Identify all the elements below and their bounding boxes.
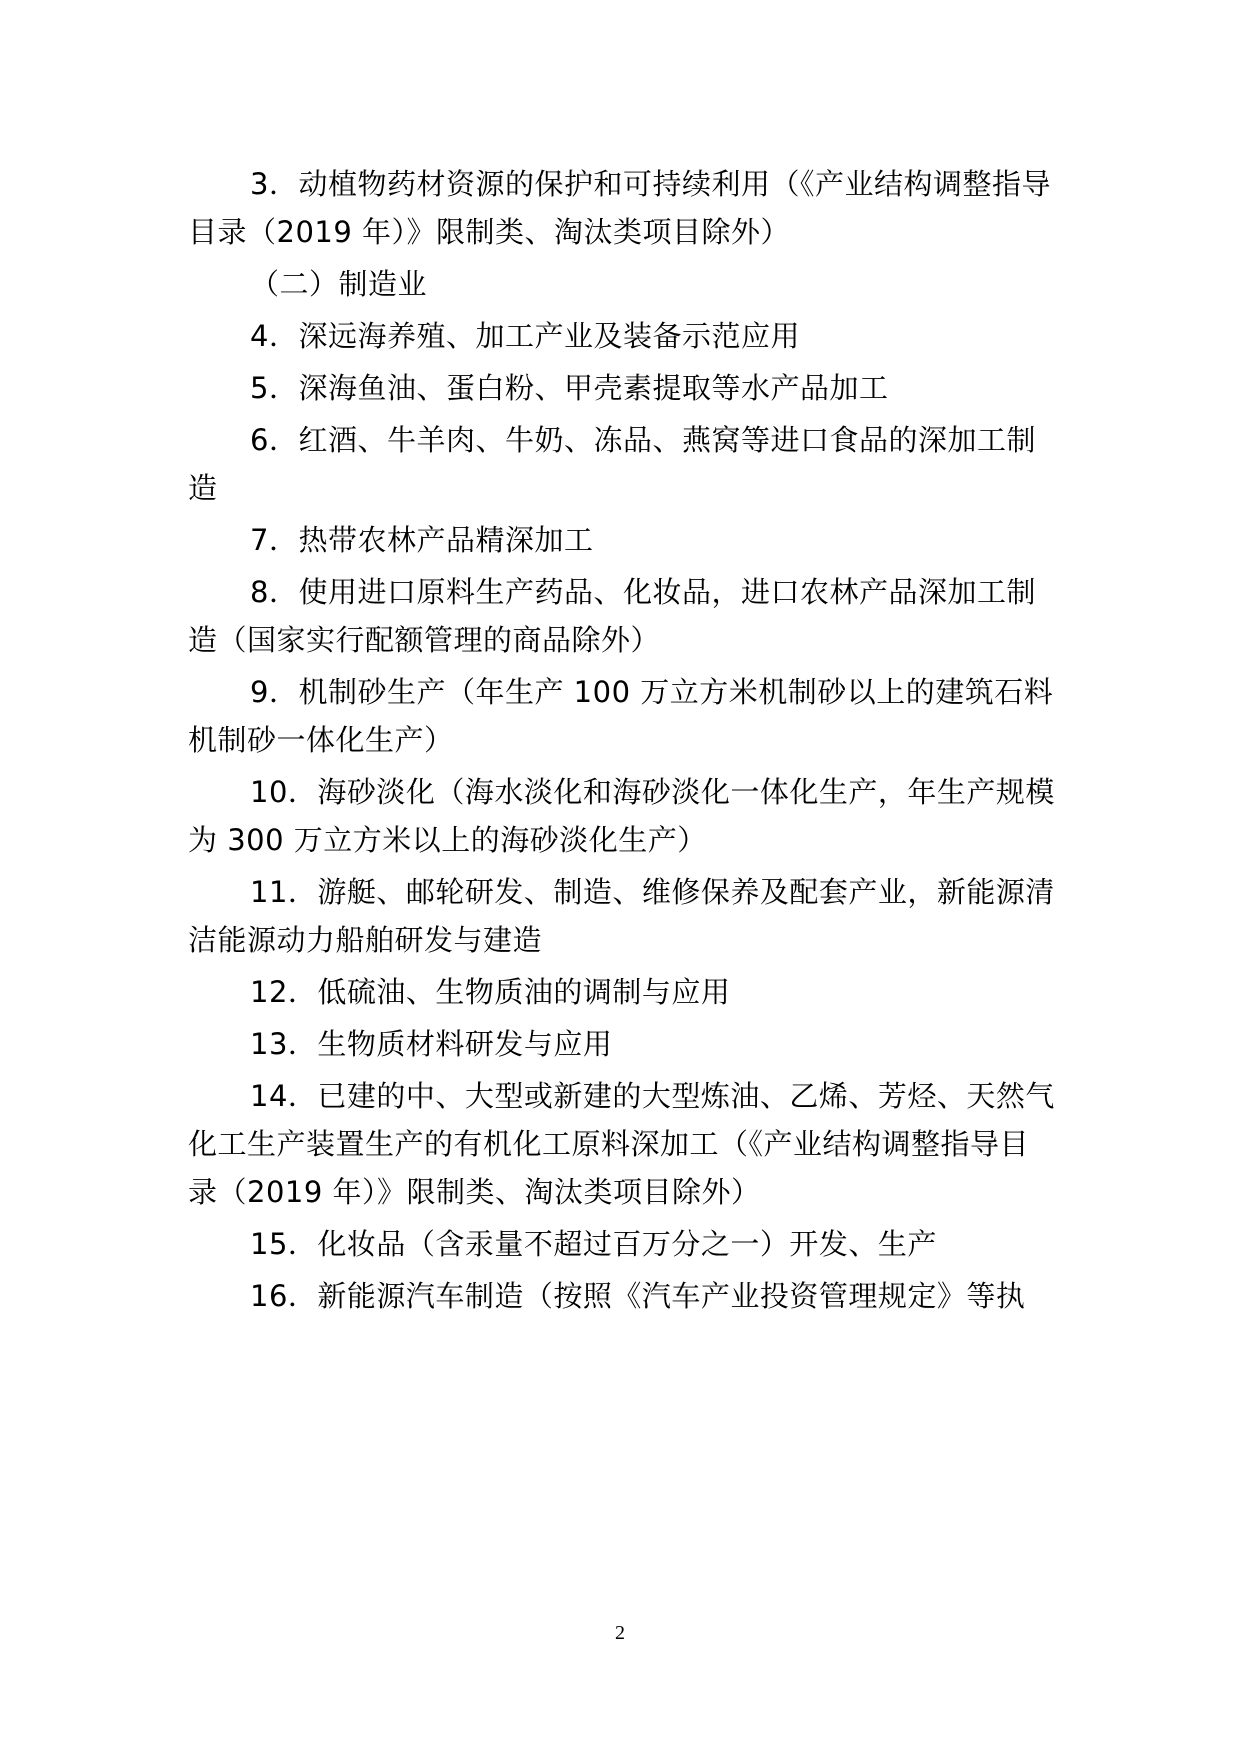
- paragraph-item-13: 13．生物质材料研发与应用: [250, 1027, 613, 1061]
- paragraph-item-7: 7．热带农林产品精深加工: [250, 523, 594, 557]
- paragraph-item-4: 4．深远海养殖、加工产业及装备示范应用: [250, 319, 800, 353]
- paragraph-item-15: 15．化妆品（含汞量不超过百万分之一）开发、生产: [250, 1227, 937, 1261]
- paragraph-item-12: 12．低硫油、生物质油的调制与应用: [250, 975, 731, 1009]
- paragraph-item-10: 10．海砂淡化（海水淡化和海砂淡化一体化生产，年生产规模为 300 万立方米以上的海砂淡化生产）: [188, 775, 1055, 857]
- document-body: [188, 160, 1058, 1324]
- section-heading-manufacturing: （二）制造业: [250, 267, 428, 301]
- page-number: 2: [615, 1622, 625, 1644]
- paragraph-item-8: 8．使用进口原料生产药品、化妆品，进口农林产品深加工制造（国家实行配额管理的商品除外）: [188, 575, 1036, 657]
- paragraph-item-14: 14．已建的中、大型或新建的大型炼油、乙烯、芳烃、天然气化工生产装置生产的有机化工原料深加工（《产业结构调整指导目录（2019 年）》限制类、淘汰类项目除外）: [188, 1079, 1055, 1209]
- paragraph-item-11: 11．游艇、邮轮研发、制造、维修保养及配套产业，新能源清洁能源动力船舶研发与建造: [188, 875, 1055, 957]
- paragraph-item-3: 3．动植物药材资源的保护和可持续利用（《产业结构调整指导目录（2019 年）》限制类、淘汰类项目除外）: [188, 167, 1051, 249]
- paragraph-item-16: 16．新能源汽车制造（按照《汽车产业投资管理规定》等执: [250, 1279, 1026, 1313]
- paragraph-item-5: 5．深海鱼油、蛋白粉、甲壳素提取等水产品加工: [250, 371, 889, 405]
- paragraph-item-9: 9．机制砂生产（年生产 100 万立方米机制砂以上的建筑石料机制砂一体化生产）: [188, 675, 1054, 757]
- paragraph-item-6: 6．红酒、牛羊肉、牛奶、冻品、燕窝等进口食品的深加工制造: [188, 423, 1036, 505]
